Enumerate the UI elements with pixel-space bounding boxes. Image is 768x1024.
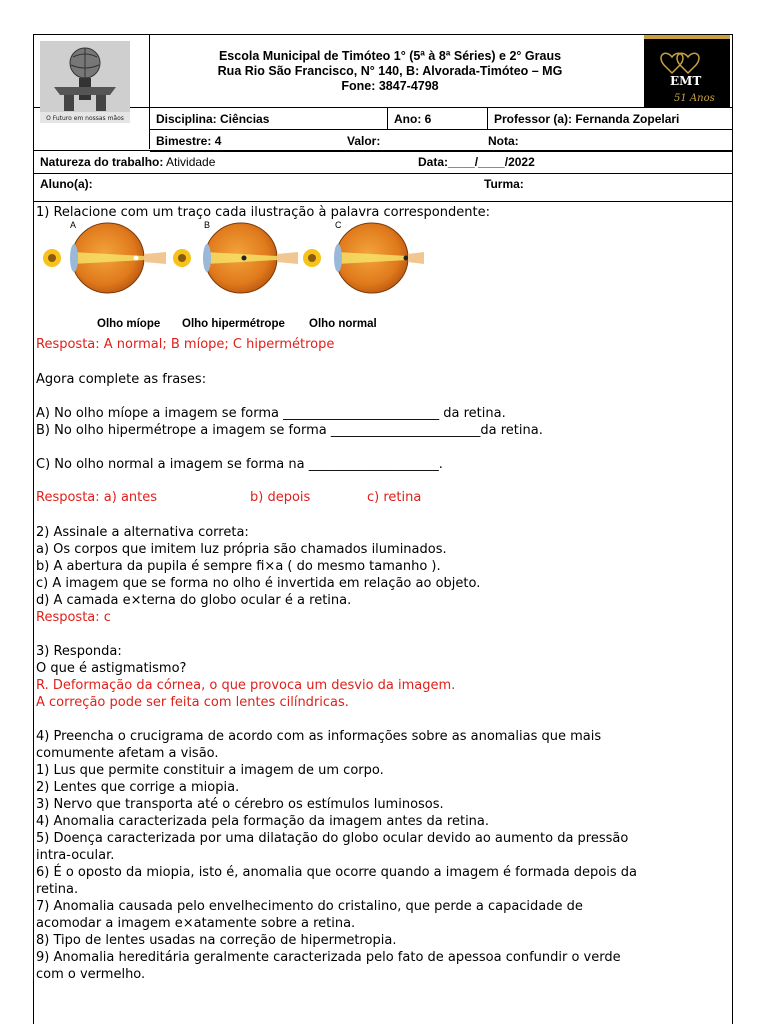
q3-answer-line1: R. Deformação da córnea, o que provoca um desvio da imagem. (36, 678, 456, 693)
header-row-bimester (150, 130, 732, 152)
q4-item: com o vermelho. (36, 967, 146, 982)
q1-answer: Resposta: A normal; B míope; C hipermétrope (36, 337, 335, 352)
q4-item: 2) Lentes que corrige a miopia. (36, 780, 240, 795)
q1-sentence-a: A) No olho míope a imagem se forma ________________________ da retina. (36, 406, 506, 421)
q4-item: 5) Doença caracterizada por uma dilatação do globo ocular devido ao aumento da pressão (36, 831, 629, 846)
school-phone: Fone: 3847-4798 (341, 79, 439, 93)
value-field: Valor: (347, 134, 381, 148)
header-row-nature (34, 150, 732, 174)
q2-prompt: 2) Assinale a alternativa correta: (36, 525, 249, 540)
bimester: Bimestre: 4 (156, 134, 222, 148)
q1-answer2-c: c) retina (367, 490, 422, 505)
student-field: Aluno(a): (40, 177, 93, 191)
grade-field: Nota: (488, 134, 519, 148)
q1-prompt: 1) Relacione com um traço cada ilustração à palavra correspondente: (36, 205, 490, 220)
eye-b-illustration (173, 223, 298, 293)
q3-question: O que é astigmatismo? (36, 661, 187, 676)
q4-item: 1) Lus que permite constituir a imagem de um corpo. (36, 763, 384, 778)
school-logo-right (642, 35, 732, 107)
header-row-discipline (150, 108, 732, 130)
header-table (34, 35, 732, 191)
q3-answer-line2: A correção pode ser feita com lentes cilíndricas. (36, 695, 349, 710)
logo-left-caption: O Futuro em nossas mãos (46, 115, 124, 122)
q4-prompt-line2: comumente afetam a visão. (36, 746, 219, 761)
q4-item: 7) Anomalia causada pelo envelhecimento do cristalino, que perde a capacidade de (36, 899, 583, 914)
caption-myopic-eye: Olho míope (97, 318, 161, 330)
discipline: Disciplina: Ciências (156, 112, 270, 126)
header-row-student (34, 173, 732, 202)
work-nature-value: Atividade (166, 155, 216, 169)
caption-hyperopic-eye: Olho hipermétrope (182, 318, 285, 330)
q1-sentence-b: B) No olho hipermétrope a imagem se forma _______________________da retina. (36, 423, 543, 438)
school-year: Ano: 6 (394, 112, 432, 126)
class-field: Turma: (484, 177, 524, 191)
school-info (150, 49, 630, 94)
q4-item: 6) É o oposto da miopia, isto é, anomalia que ocorre quando a imagem é formada depois da (36, 865, 637, 880)
eye-a-illustration (43, 223, 166, 293)
q4-prompt-line1: 4) Preencha o crucigrama de acordo com as informações sobre as anomalias que mais (36, 729, 602, 744)
q1-complete-prompt: Agora complete as frases: (36, 372, 207, 387)
eye-label-c: C (335, 220, 342, 230)
q4-item: 3) Nervo que transporta até o cérebro os estímulos luminosos. (36, 797, 444, 812)
eye-illustrations (36, 222, 426, 298)
logo-right-text: EMT (670, 74, 702, 88)
date-field: Data:____/____/2022 (418, 155, 535, 169)
eye-c-illustration (303, 223, 424, 293)
q2-answer: Resposta: c (36, 610, 111, 625)
logo-right-years: 51 Anos (674, 93, 715, 104)
q4-item: retina. (36, 882, 79, 897)
teacher: Professor (a): Fernanda Zopelari (494, 112, 680, 126)
eye-label-b: B (204, 220, 211, 230)
school-address: Rua Rio São Francisco, N° 140, B: Alvorada-Timóteo – MG (217, 64, 563, 78)
q1-sentence-c: C) No olho normal a imagem se forma na ____________________. (36, 457, 443, 472)
q4-item: 8) Tipo de lentes usadas na correção de hipermetropia. (36, 933, 397, 948)
school-name: Escola Municipal de Timóteo 1° (5ª à 8ª Séries) e 2° Graus (218, 49, 562, 63)
eye-label-a: A (70, 220, 77, 230)
q3-prompt: 3) Responda: (36, 644, 122, 659)
q1-answer2-a: Resposta: a) antes (36, 490, 158, 505)
school-logo-left (40, 41, 130, 123)
q4-item: 4) Anomalia caracterizada pela formação da imagem antes da retina. (36, 814, 490, 829)
q4-item: 9) Anomalia hereditária geralmente caracterizada pelo fato de apessoa confundir o verde (36, 950, 621, 965)
q2-option-d: d) A camada e×terna do globo ocular é a retina. (36, 593, 352, 608)
q2-option-c: c) A imagem que se forma no olho é invertida em relação ao objeto. (36, 576, 481, 591)
q4-item: intra-ocular. (36, 848, 115, 863)
q4-item: acomodar a imagem e×atamente sobre a retina. (36, 916, 356, 931)
q1-answer2-b: b) depois (250, 490, 311, 505)
caption-normal-eye: Olho normal (309, 318, 377, 330)
work-nature-label: Natureza do trabalho: (40, 155, 164, 169)
q2-option-b: b) A abertura da pupila é sempre fi×a ( do mesmo tamanho ). (36, 559, 441, 574)
q2-option-a: a) Os corpos que imitem luz própria são chamados iluminados. (36, 542, 447, 557)
